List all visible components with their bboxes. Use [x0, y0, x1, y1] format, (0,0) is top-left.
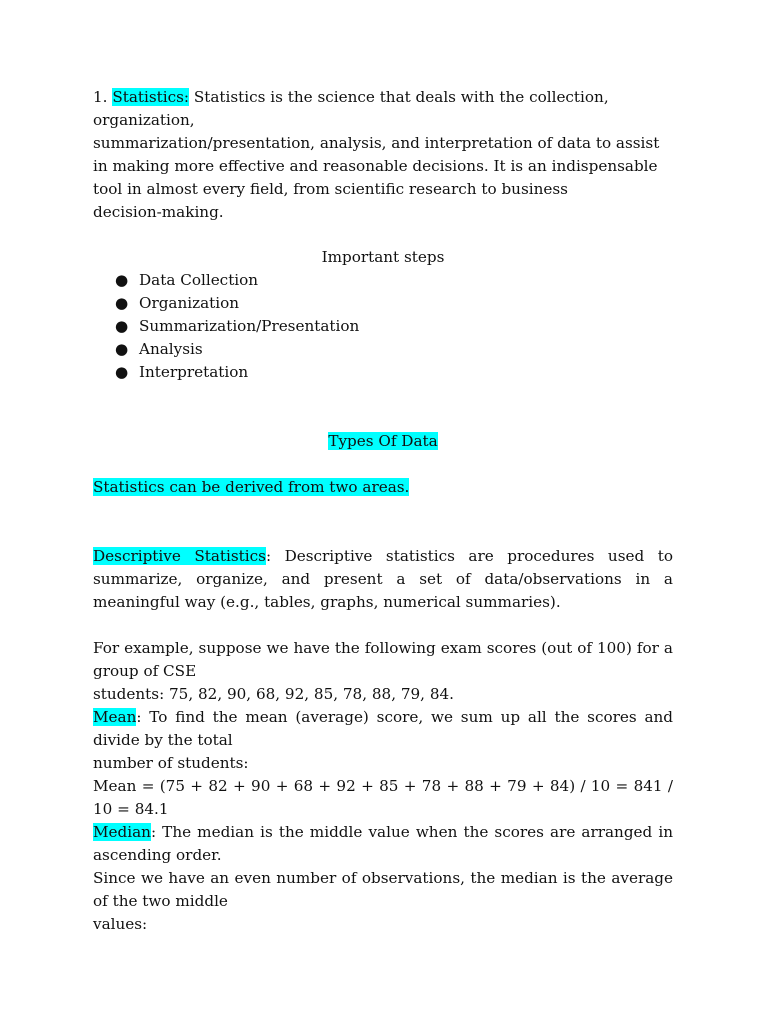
list-item	[93, 269, 673, 292]
descriptive-paragraph	[93, 545, 673, 614]
important-steps-heading: Important steps	[321, 248, 445, 266]
types-of-data-heading	[93, 430, 673, 453]
intro-line-3: summarization/presentation, analysis, and interpretation of data to assist	[93, 134, 660, 152]
list-item-label: Interpretation	[139, 363, 249, 381]
median-paragraph	[93, 821, 673, 867]
mean-paragraph	[93, 706, 673, 752]
mean-text-1: : To find the mean (average) score, we sum up all the scores and divide by the total	[93, 708, 673, 749]
two-areas-line	[93, 476, 673, 499]
median-text-2: Since we have an even number of observations, the median is the average of the two middle	[93, 869, 673, 910]
median-term: Median	[93, 823, 151, 841]
mean-formula: Mean = (75 + 82 + 90 + 68 + 92 + 85 + 78 + 88 + 79 + 84) / 10 = 841 / 10 = 84.1	[93, 777, 673, 818]
intro-line-1	[93, 86, 673, 109]
bullet-icon: ●	[115, 340, 129, 358]
bullet-icon: ●	[115, 294, 129, 312]
example-line-1: For example, suppose we have the following exam scores (out of 100) for a group of CSE	[93, 639, 673, 680]
statistics-term: Statistics:	[112, 88, 190, 106]
intro-line-2: organization,	[93, 111, 195, 129]
bullet-icon: ●	[115, 271, 129, 289]
list-item-label: Analysis	[139, 340, 203, 358]
intro-paragraph	[93, 86, 673, 224]
bullet-icon: ●	[115, 363, 129, 381]
list-item	[93, 292, 673, 315]
steps-list	[93, 269, 673, 384]
mean-text-2: number of students:	[93, 754, 249, 772]
list-item-label: Summarization/Presentation	[139, 317, 360, 335]
list-item-label: Data Collection	[139, 271, 259, 289]
example-line-2: students: 75, 82, 90, 68, 92, 85, 78, 88, 79, 84.	[93, 685, 454, 703]
types-of-data-label: Types Of Data	[328, 432, 438, 450]
intro-line-4: in making more effective and reasonable decisions. It is an indispensable	[93, 157, 658, 175]
item-number: 1.	[93, 88, 108, 106]
bullet-icon: ●	[115, 317, 129, 335]
intro-line-6: decision-making.	[93, 203, 224, 221]
list-item	[93, 338, 673, 361]
mean-term: Mean	[93, 708, 137, 726]
descriptive-text: : Descriptive statistics are procedures used to summarize, organize, and present a set of data/observations in a meaningful way (e.g., tables, graphs, numerical summaries).	[93, 547, 673, 611]
two-areas-text: Statistics can be derived from two areas.	[93, 478, 410, 496]
median-text-1: : The median is the middle value when the scores are arranged in ascending order.	[93, 823, 673, 864]
list-item-label: Organization	[139, 294, 240, 312]
intro-text-1: Statistics is the science that deals with the collection,	[193, 88, 609, 106]
document-page	[93, 86, 673, 936]
median-text-3: values:	[93, 915, 148, 933]
list-item	[93, 361, 673, 384]
descriptive-statistics-term: Descriptive Statistics	[93, 547, 266, 565]
list-item	[93, 315, 673, 338]
intro-line-5: tool in almost every field, from scientific research to business	[93, 180, 568, 198]
